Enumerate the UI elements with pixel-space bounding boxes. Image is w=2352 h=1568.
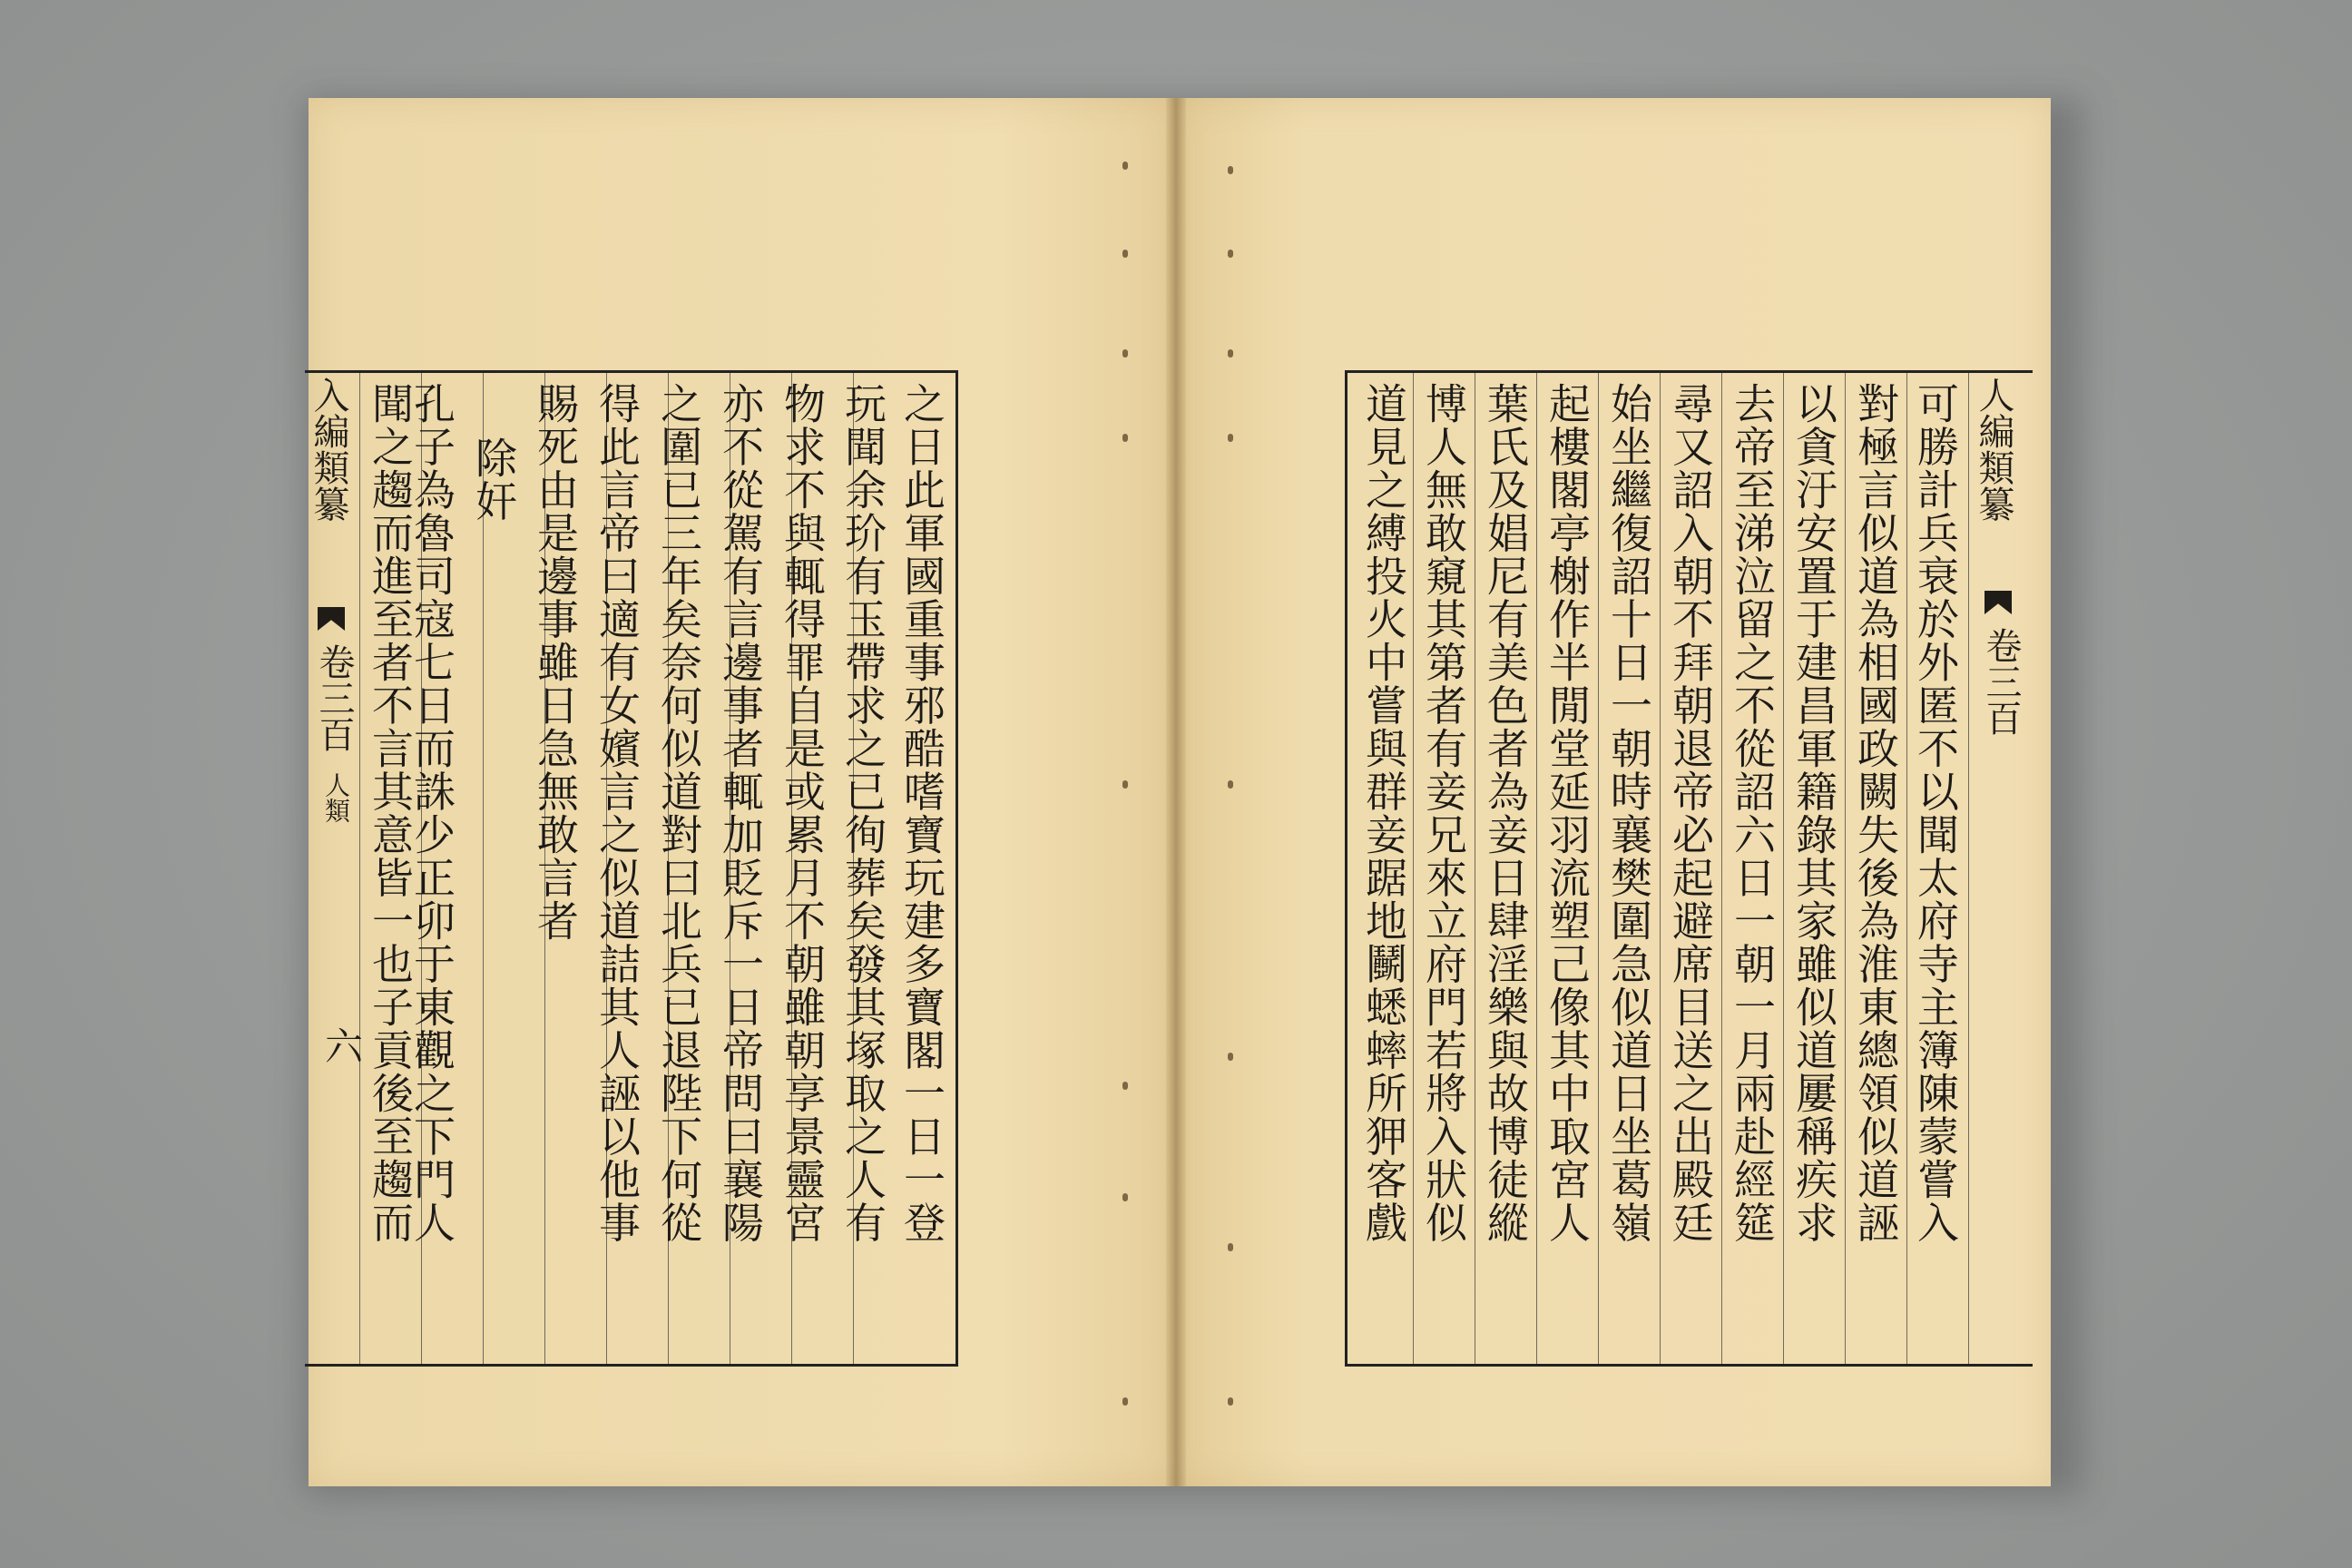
right-column-5: 尋又詔入朝不拜朝退帝必起避席目送之出殿廷 [1666, 382, 1715, 1244]
left-column-4: 亦不從駕有言邊事者輒加貶斥一日帝問曰襄陽 [716, 382, 765, 1244]
left-margin-category: 人類 [321, 772, 351, 823]
stitch-hole [1228, 1053, 1233, 1061]
left-column-7: 賜死由是邊事雖日急無敢言者 [531, 382, 580, 943]
stitch-hole [1122, 1193, 1128, 1201]
right-margin-title: 人編類纂 [1973, 377, 2014, 522]
stitch-hole [1228, 166, 1233, 174]
stitch-hole [1122, 434, 1128, 442]
right-text-frame [1345, 370, 2033, 1367]
left-column-3: 物求不與輒得罪自是或累月不朝雖朝享景靈宮 [778, 382, 827, 1244]
column-rule [1783, 373, 1784, 1364]
column-rule [359, 373, 360, 1364]
right-margin-volume: 卷三百 [1980, 627, 2022, 736]
left-section-heading: 除奸 [469, 436, 518, 523]
stitch-hole [1122, 250, 1128, 258]
stitch-hole [1228, 434, 1233, 442]
left-margin-volume: 卷三百 [313, 643, 355, 752]
stitch-hole [1228, 250, 1233, 258]
column-rule [1413, 373, 1414, 1364]
right-column-2: 對極言似道為相國政闕失後為淮東總領似道誣 [1851, 382, 1900, 1244]
right-column-3: 以貪汙安置于建昌軍籍錄其家雖似道屢稱疾求 [1789, 382, 1838, 1244]
left-page-number: 六 [319, 1026, 364, 1064]
column-rule [1660, 373, 1661, 1364]
column-rule [1598, 373, 1599, 1364]
right-column-8: 葉氏及娼尼有美色者為妾日肆淫樂與故博徒縱 [1481, 382, 1530, 1244]
stitch-hole [1228, 1397, 1233, 1406]
left-column-10: 聞之趨而進至者不言其意皆一也子貢後至趨而 [366, 382, 415, 1244]
fishtail-ornament [318, 607, 345, 631]
stitch-hole [1228, 1243, 1233, 1251]
left-column-5: 之圍已三年矣奈何似道對曰北兵已退陛下何從 [654, 382, 703, 1244]
fishtail-ornament [1984, 591, 2012, 614]
left-column-2: 玩聞余玠有玉帶求之已徇葬矣發其塚取之人有 [838, 382, 887, 1244]
right-column-10: 道見之縛投火中嘗與群妾踞地鬭蟋蟀所狎客戲 [1359, 382, 1408, 1244]
right-column-9: 博人無敢窺其第者有妾兄來立府門若將入狀似 [1419, 382, 1468, 1244]
left-column-9: 孔子為魯司寇七日而誅少正卯于東觀之下門人 [407, 382, 456, 1244]
column-rule [1536, 373, 1537, 1364]
column-rule [1845, 373, 1846, 1364]
left-column-6: 得此言帝曰適有女嬪言之似道詰其人誣以他事 [593, 382, 642, 1244]
right-column-6: 始坐繼復詔十日一朝時襄樊圍急似道日坐葛嶺 [1604, 382, 1653, 1244]
stitch-hole [1122, 162, 1128, 170]
right-column-4: 去帝至涕泣留之不從詔六日一朝一月兩赴經筵 [1728, 382, 1777, 1244]
stitch-hole [1122, 349, 1128, 358]
right-column-7: 起樓閣亭榭作半閒堂延羽流塑己像其中取宮人 [1543, 382, 1592, 1244]
book-gutter [1166, 98, 1186, 1486]
column-rule [1906, 373, 1907, 1364]
stitch-hole [1228, 780, 1233, 789]
left-margin-title: 入編類纂 [308, 377, 349, 522]
stitch-hole [1122, 1082, 1128, 1090]
stitch-hole [1122, 780, 1128, 789]
right-column-1: 可勝計兵衰於外匿不以聞太府寺主簿陳蒙嘗入 [1911, 382, 1960, 1244]
column-rule [1968, 373, 1969, 1364]
stitch-hole [1228, 349, 1233, 358]
column-rule [1721, 373, 1722, 1364]
left-column-1: 之日此軍國重事邪酷嗜寶玩建多寶閣一日一登 [897, 382, 946, 1244]
stitch-hole [1122, 1397, 1128, 1406]
left-text-frame [305, 370, 958, 1367]
